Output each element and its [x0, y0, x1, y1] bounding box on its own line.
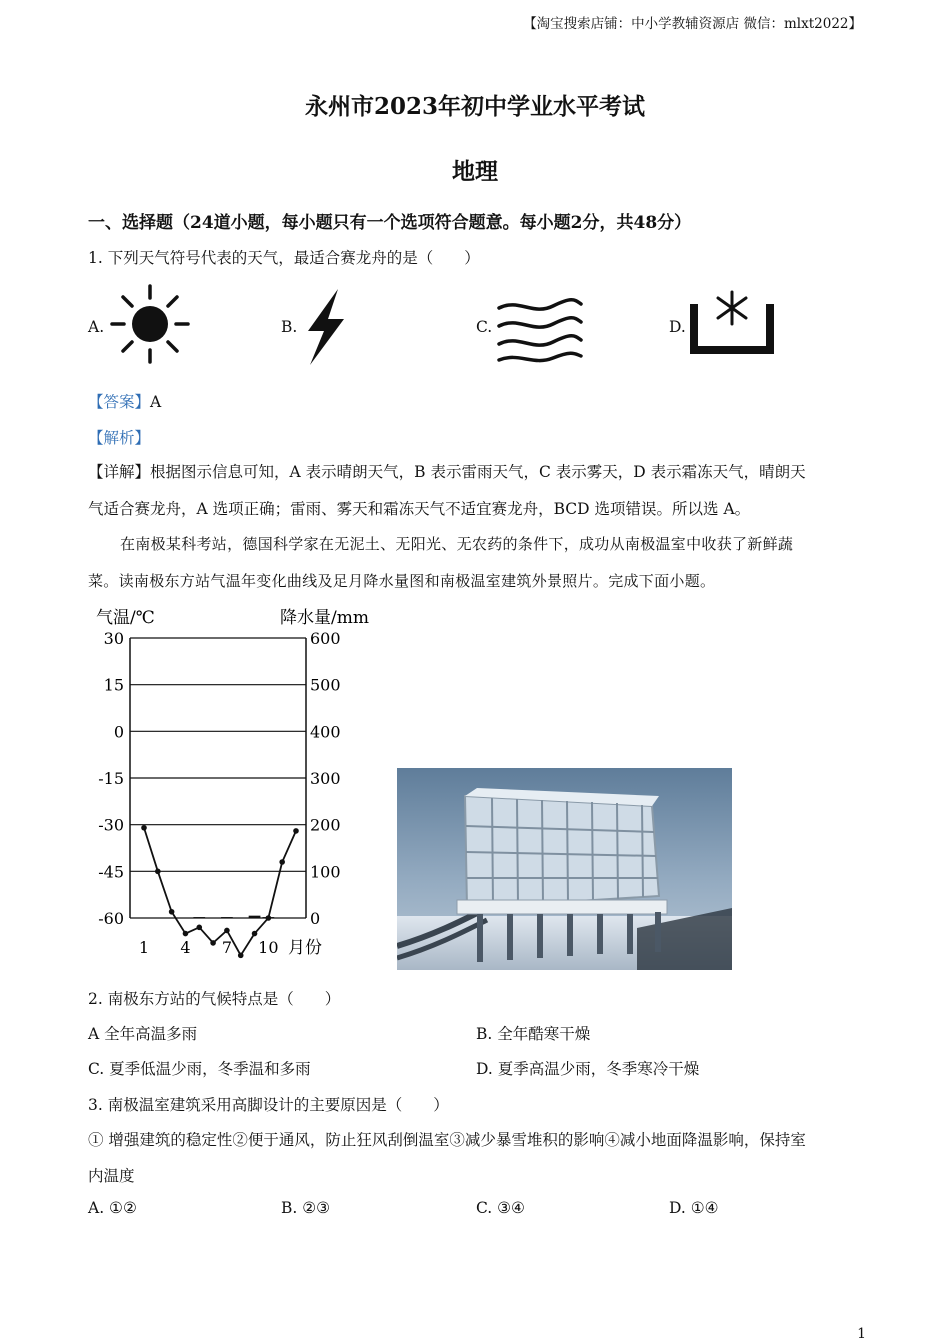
- month-tick-label: 7: [221, 938, 233, 957]
- q2-option-b: B. 全年酷寒干燥: [476, 1025, 591, 1043]
- frost-icon: [690, 286, 776, 356]
- precip-tick-label: 100: [310, 862, 341, 882]
- temperature-point: [266, 915, 272, 921]
- store-header-note: 【淘宝搜索店铺：中小学教辅资源店 微信：mlxt2022】: [523, 16, 862, 32]
- passage-line-1: 在南极某科考站，德国科学家在无泥土、无阳光、无农药的条件下，成功从南极温室中收获了新鲜蔬: [120, 535, 794, 553]
- q3-statements-line-1: ① 增强建筑的稳定性②便于通风，防止狂风刮倒温室③减少暴雪堆积的影响④减小地面降温影响，保持室: [88, 1131, 806, 1149]
- temperature-point: [183, 931, 189, 937]
- precip-tick-label: 300: [310, 769, 341, 788]
- precip-tick-label: 600: [310, 629, 341, 648]
- detail-text-1: 根据图示信息可知，A 表示晴朗天气，B 表示雷雨天气，C 表示雾天，D 表示霜冻天气，晴朗天: [150, 463, 806, 481]
- climate-chart: [88, 600, 398, 965]
- page-number: 1: [857, 1326, 866, 1342]
- precip-tick-label: 200: [310, 815, 341, 835]
- q1-option-c-label: C.: [476, 318, 493, 336]
- temperature-point: [141, 825, 147, 831]
- temp-tick-label: -60: [98, 909, 124, 928]
- q1-option-d-label: D.: [669, 318, 686, 336]
- q3-option-c: C. ③④: [476, 1199, 525, 1217]
- precip-tick-label: 0: [310, 909, 321, 928]
- temperature-point: [293, 828, 299, 834]
- temp-tick-label: 30: [103, 629, 124, 648]
- q2-stem: 2. 南极东方站的气候特点是（ ）: [88, 990, 341, 1008]
- precip-bar: [193, 917, 205, 918]
- passage-line-2: 菜。读南极东方站气温年变化曲线及足月降水量图和南极温室建筑外景照片。完成下面小题。: [88, 572, 716, 590]
- q3-option-d: D. ①④: [669, 1199, 719, 1217]
- thunderstorm-icon: [300, 287, 350, 367]
- precip-axis-label: 降水量/mm: [280, 608, 369, 628]
- q3-statements-line-2: 内温度: [88, 1167, 135, 1185]
- month-tick-label: 1: [138, 938, 150, 957]
- q2-option-a: A 全年高温多雨: [88, 1025, 198, 1043]
- detail-label: 【详解】: [88, 463, 151, 481]
- q3-option-a: A. ①②: [88, 1199, 137, 1217]
- precip-bar: [249, 916, 261, 918]
- q2-option-d: D. 夏季高温少雨，冬季寒冷干燥: [476, 1060, 700, 1078]
- detail-line-1: [88, 460, 806, 482]
- temperature-point: [238, 953, 244, 959]
- temperature-point: [279, 859, 285, 865]
- q1-option-b-label: B.: [281, 318, 298, 336]
- fog-icon: [495, 294, 585, 366]
- q2-option-c: C. 夏季低温少雨，冬季温和多雨: [88, 1060, 311, 1078]
- month-axis-label: 月份: [288, 938, 322, 958]
- q3-option-b: B. ②③: [281, 1199, 331, 1217]
- q1-option-a-label: A.: [88, 318, 105, 336]
- q3-stem: 3. 南极温室建筑采用高脚设计的主要原因是（ ）: [88, 1096, 449, 1114]
- temp-tick-label: -15: [98, 769, 124, 788]
- section-heading: 一、选择题（24道小题，每小题只有一个选项符合题意。每小题2分，共48分）: [88, 213, 692, 233]
- answer-label: 【答案】: [88, 393, 151, 411]
- temp-axis-label: 气温/℃: [96, 608, 155, 628]
- temp-tick-label: 0: [113, 722, 124, 742]
- temperature-line: [144, 828, 296, 956]
- sunny-icon: [110, 284, 190, 364]
- temp-tick-label: 15: [103, 675, 124, 695]
- temperature-point: [155, 869, 161, 875]
- precip-tick-label: 500: [310, 675, 341, 695]
- precip-bar: [221, 917, 233, 918]
- precip-tick-label: 400: [310, 722, 341, 742]
- temperature-point: [252, 931, 258, 937]
- temperature-point: [210, 940, 216, 946]
- analysis-label: 【解析】: [88, 429, 151, 447]
- exam-title: 永州市2023年初中学业水平考试: [304, 93, 645, 120]
- temperature-point: [196, 925, 202, 931]
- detail-line-2: 气适合赛龙舟，A 选项正确；雷雨、雾天和霜冻天气不适宜赛龙舟，BCD 选项错误。所以选 A。: [88, 500, 751, 518]
- exam-subject: 地理: [452, 158, 498, 185]
- temperature-point: [169, 909, 175, 915]
- q1-answer: [88, 390, 161, 412]
- q1-stem: 1. 下列天气符号代表的天气，最适合赛龙舟的是（ ）: [88, 249, 480, 267]
- antarctic-greenhouse-photo: [397, 768, 732, 970]
- answer-value: A: [150, 393, 162, 411]
- temp-tick-label: -30: [98, 815, 124, 835]
- temp-tick-label: -45: [98, 862, 124, 882]
- month-tick-label: 4: [180, 938, 191, 957]
- temperature-point: [224, 928, 230, 934]
- month-tick-label: 10: [258, 938, 279, 957]
